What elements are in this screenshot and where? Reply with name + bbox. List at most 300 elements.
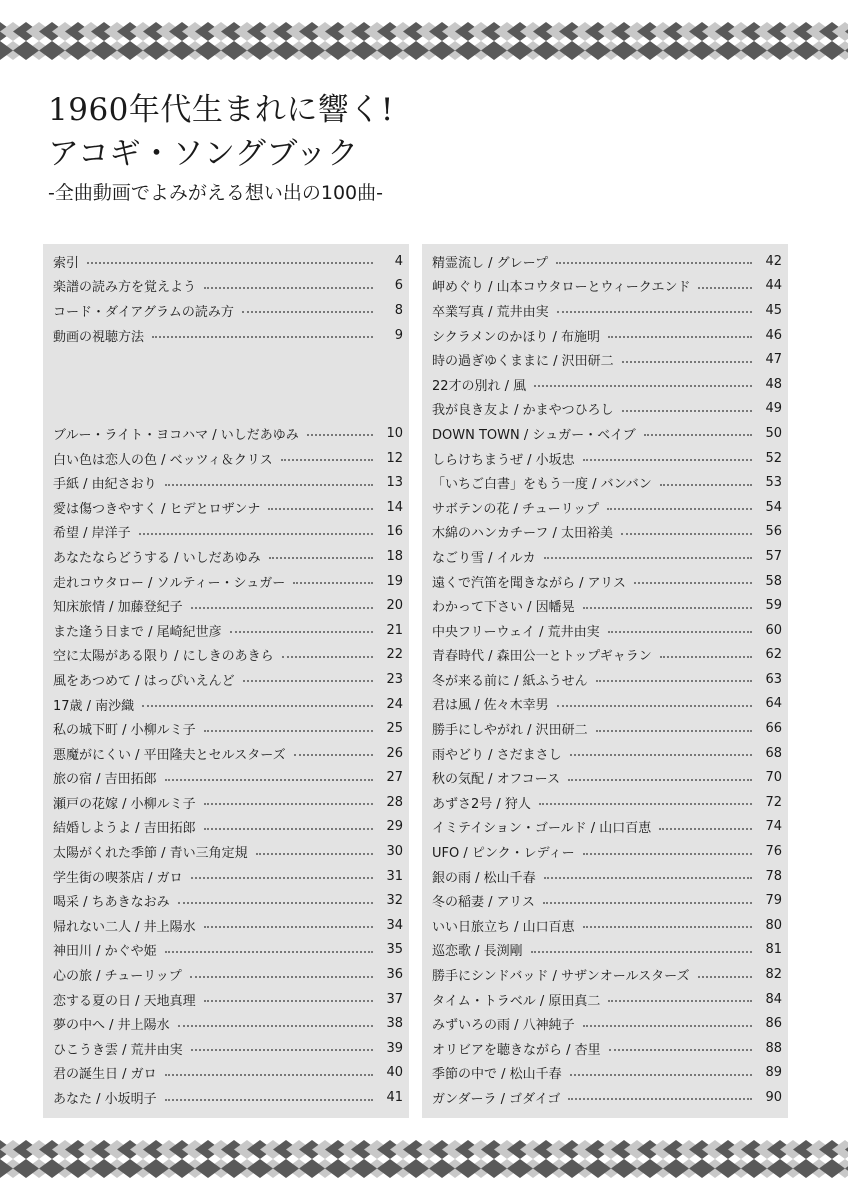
toc-leader-dots <box>698 287 752 289</box>
toc-entry-page: 54 <box>765 499 782 515</box>
toc-entry-page: 6 <box>394 278 403 294</box>
toc-entry-title: 空に太陽がある限り / にしきのあきら <box>53 649 274 665</box>
toc-entry-title: いい日旅立ち / 山口百恵 <box>432 919 575 935</box>
toc-entry-page: 32 <box>386 893 403 909</box>
toc-entry <box>432 1011 782 1036</box>
toc-entry-page: 28 <box>386 794 403 810</box>
toc-entry-page: 70 <box>765 770 782 786</box>
border-diamond-dark <box>195 1159 221 1178</box>
toc-leader-dots <box>204 803 373 805</box>
toc-leader-dots <box>570 754 752 756</box>
toc-leader-dots <box>539 803 752 805</box>
toc-entry-page: 12 <box>386 450 403 466</box>
toc-entry <box>432 839 782 864</box>
toc-entry-title: 夢の中へ / 井上陽水 <box>53 1018 170 1034</box>
toc-entry-page: 90 <box>765 1089 782 1105</box>
toc-entry <box>53 520 403 545</box>
toc-entry-page: 66 <box>765 721 782 737</box>
toc-entry-page: 23 <box>386 671 403 687</box>
toc-leader-dots <box>544 877 752 879</box>
toc-entry <box>432 1036 782 1061</box>
toc-entry-title: 愛は傷つきやすく / ヒデとロザンナ <box>53 501 261 517</box>
toc-entry <box>432 593 782 618</box>
toc-entry-title: 索引 <box>53 255 80 271</box>
toc-leader-dots <box>621 533 752 535</box>
toc-entry-page: 52 <box>765 450 782 466</box>
toc-entry <box>432 913 782 938</box>
toc-entry-page: 25 <box>386 721 403 737</box>
toc-leader-dots <box>622 361 752 363</box>
toc-entry-title: 風をあつめて / はっぴいえんど <box>53 673 235 689</box>
toc-entry <box>432 569 782 594</box>
toc-entry-title: 希望 / 岸洋子 <box>53 526 131 542</box>
border-diamond-dark <box>533 1159 559 1178</box>
toc-entry <box>432 347 782 372</box>
toc-entry <box>53 298 403 323</box>
toc-entry-title: あなた / 小坂明子 <box>53 1092 157 1107</box>
toc-entry-page: 40 <box>386 1065 403 1081</box>
toc-entry <box>53 643 403 668</box>
toc-entry-title: 我が良き友よ / かまやつひろし <box>432 403 614 419</box>
toc-entry <box>53 470 403 495</box>
border-diamond-dark <box>91 1159 117 1178</box>
border-diamond-dark <box>39 1159 65 1178</box>
toc-leader-dots <box>556 262 752 264</box>
toc-entry <box>432 938 782 963</box>
toc-entry-title: みずいろの雨 / 八神純子 <box>432 1018 575 1034</box>
toc-entry <box>432 1061 782 1086</box>
toc-entry-page: 35 <box>386 942 403 958</box>
toc-entry-page: 31 <box>386 868 403 884</box>
toc-entry <box>53 569 403 594</box>
toc-entry-page: 24 <box>386 696 403 712</box>
toc-entry-page: 50 <box>765 425 782 441</box>
toc-leader-dots <box>293 582 373 584</box>
toc-leader-dots <box>660 484 752 486</box>
toc-entry-page: 37 <box>386 991 403 1007</box>
toc-entry-page: 60 <box>765 622 782 638</box>
toc-leader-dots <box>659 828 752 830</box>
toc-entry-title: 青春時代 / 森田公一とトップギャラン <box>432 649 652 665</box>
toc-entry-page: 22 <box>386 647 403 663</box>
toc-leader-dots <box>165 1074 373 1076</box>
toc-entry-title: 走れコウタロー / ソルティー・シュガー <box>53 575 286 591</box>
toc-entry <box>53 274 403 299</box>
toc-entry-page: 88 <box>765 1040 782 1056</box>
toc-entry-title: 旅の宿 / 吉田拓郎 <box>53 772 157 788</box>
book-title-line-2: アコギ・ソングブック <box>48 136 359 172</box>
toc-entry-title: 勝手にしやがれ / 沢田研二 <box>432 723 588 739</box>
toc-entry-title: 学生街の喫茶店 / ガロ <box>53 870 183 886</box>
border-diamond-dark <box>533 41 559 60</box>
toc-entry <box>432 397 782 422</box>
toc-entry <box>432 962 782 987</box>
toc-entry-page: 78 <box>765 868 782 884</box>
toc-entry <box>432 249 782 274</box>
toc-entry-page: 36 <box>386 967 403 983</box>
toc-entry <box>432 716 782 741</box>
toc-entry-title: 帰れない二人 / 井上陽水 <box>53 919 196 935</box>
toc-entry <box>53 987 403 1012</box>
border-diamond-dark <box>715 41 741 60</box>
border-diamond-dark <box>39 41 65 60</box>
toc-entry <box>53 938 403 963</box>
toc-leader-dots <box>178 1025 373 1027</box>
toc-entry-page: 8 <box>394 302 403 318</box>
toc-leader-dots <box>583 459 752 461</box>
toc-leader-dots <box>583 1025 752 1027</box>
toc-leader-dots <box>608 1000 752 1002</box>
border-diamond-dark <box>715 1159 741 1178</box>
toc-entry-page: 13 <box>386 475 403 491</box>
toc-entry <box>53 1085 403 1110</box>
toc-entry-title: 冬の稲妻 / アリス <box>432 895 535 911</box>
border-diamond-dark <box>169 1159 195 1178</box>
toc-entry-page: 81 <box>765 942 782 958</box>
toc-leader-dots <box>165 951 373 953</box>
toc-leader-dots <box>698 976 753 978</box>
toc-leader-dots <box>596 730 752 732</box>
toc-entry-title: 遠くで汽笛を聞きながら / アリス <box>432 575 626 591</box>
toc-entry-page: 19 <box>386 573 403 589</box>
border-diamond-dark <box>819 1159 845 1178</box>
toc-entry <box>432 864 782 889</box>
toc-entry-page: 29 <box>386 819 403 835</box>
toc-leader-dots <box>544 557 752 559</box>
toc-entry <box>432 790 782 815</box>
toc-entry-page: 56 <box>765 524 782 540</box>
toc-leader-dots <box>204 926 373 928</box>
toc-entry-title: 手紙 / 由紀さおり <box>53 477 157 493</box>
toc-entry-page: 9 <box>394 327 403 343</box>
toc-leader-dots <box>242 311 373 313</box>
border-diamond-dark <box>767 1159 793 1178</box>
border-diamond-dark <box>65 1159 91 1178</box>
toc-entry-title: 巡恋歌 / 長渕剛 <box>432 944 523 960</box>
toc-leader-dots <box>294 754 373 756</box>
toc-entry <box>432 815 782 840</box>
toc-entry-page: 74 <box>765 819 782 835</box>
toc-leader-dots <box>583 926 752 928</box>
toc-entry <box>432 470 782 495</box>
toc-leader-dots <box>282 656 373 658</box>
toc-leader-dots <box>165 1099 373 1101</box>
toc-column-right <box>422 244 788 1118</box>
toc-entry-page: 72 <box>765 794 782 810</box>
toc-leader-dots <box>204 1000 373 1002</box>
toc-entry <box>53 790 403 815</box>
toc-entry-title: サボテンの花 / チューリップ <box>432 501 600 517</box>
border-diamond-dark <box>663 1159 689 1178</box>
toc-leader-dots <box>609 1049 752 1051</box>
toc-leader-dots <box>607 508 752 510</box>
toc-entry <box>53 839 403 864</box>
toc-entry-title: あなたならどうする / いしだあゆみ <box>53 550 261 566</box>
toc-spacer <box>53 347 403 421</box>
toc-entry-title: 勝手にシンドバッド / サザンオールスターズ <box>432 969 690 985</box>
toc-entry-title: 木綿のハンカチーフ / 太田裕美 <box>432 526 613 542</box>
border-diamond-dark <box>559 41 585 60</box>
toc-entry-page: 53 <box>765 475 782 491</box>
border-diamond-dark <box>637 1159 663 1178</box>
toc-entry-title: 時の過ぎゆくままに / 沢田研二 <box>432 354 614 370</box>
toc-leader-dots <box>178 902 373 904</box>
border-diamond-dark <box>663 41 689 60</box>
toc-entry-page: 26 <box>386 745 403 761</box>
toc-entry <box>53 249 403 274</box>
toc-entry <box>432 765 782 790</box>
toc-leader-dots <box>191 607 373 609</box>
toc-column-left <box>43 244 409 1118</box>
toc-entry-title: 結婚しようよ / 吉田拓郎 <box>53 821 196 837</box>
toc-entry-page: 14 <box>386 499 403 515</box>
toc-entry-page: 49 <box>765 401 782 417</box>
toc-entry <box>53 815 403 840</box>
toc-leader-dots <box>570 1074 752 1076</box>
toc-entry-title: シクラメンのかほり / 布施明 <box>432 329 600 345</box>
toc-entry-page: 34 <box>386 917 403 933</box>
toc-entry-title: オリビアを聴きながら / 杏里 <box>432 1042 601 1058</box>
toc-entry-title: また逢う日まで / 尾崎紀世彦 <box>53 624 222 640</box>
border-diamond-dark <box>143 1159 169 1178</box>
toc-entry <box>53 716 403 741</box>
toc-entry-title: 銀の雨 / 松山千春 <box>432 870 536 886</box>
toc-entry <box>53 765 403 790</box>
toc-entry-page: 27 <box>386 770 403 786</box>
border-diamond-dark <box>65 41 91 60</box>
toc-entry <box>432 520 782 545</box>
book-subtitle: -全曲動画でよみがえる想い出の100曲- <box>48 182 383 204</box>
toc-entry <box>53 323 403 348</box>
toc-leader-dots <box>557 705 752 707</box>
toc-entry-title: しらけちまうぜ / 小坂忠 <box>432 452 575 468</box>
toc-entry-title: ひこうき雲 / 荒井由実 <box>53 1042 183 1058</box>
toc-leader-dots <box>644 434 752 436</box>
toc-leader-dots <box>191 877 373 879</box>
toc-leader-dots <box>531 951 752 953</box>
toc-leader-dots <box>557 311 752 313</box>
border-diamond-dark <box>13 1159 39 1178</box>
toc-leader-dots <box>608 631 752 633</box>
top-diamond-border <box>0 22 848 60</box>
toc-entry <box>432 372 782 397</box>
toc-entry-page: 45 <box>765 302 782 318</box>
toc-entry-title: なごり雪 / イルカ <box>432 550 536 566</box>
toc-leader-dots <box>204 828 373 830</box>
toc-entry-title: 悪魔がにくい / 平田隆夫とセルスターズ <box>53 747 286 763</box>
border-diamond-dark <box>429 1159 455 1178</box>
border-diamond-dark <box>351 1159 377 1178</box>
border-diamond-dark <box>689 41 715 60</box>
toc-entry-title: 動画の視聴方法 <box>53 329 145 345</box>
toc-leader-dots <box>534 385 752 387</box>
toc-entry-title: 私の城下町 / 小柳ルミ子 <box>53 723 196 739</box>
book-title-line-1: 1960年代生まれに響く! <box>48 92 394 128</box>
toc-entry <box>53 864 403 889</box>
border-diamond-dark <box>403 1159 429 1178</box>
toc-entry-page: 30 <box>386 844 403 860</box>
toc-leader-dots <box>142 705 373 707</box>
border-diamond-dark <box>611 1159 637 1178</box>
toc-entry-title: イミテイション・ゴールド / 山口百恵 <box>432 821 652 837</box>
border-diamond-dark <box>741 41 767 60</box>
toc-leader-dots <box>307 434 373 436</box>
toc-entry <box>53 1011 403 1036</box>
toc-entry-page: 89 <box>765 1065 782 1081</box>
toc-entry <box>53 618 403 643</box>
toc-entry-page: 84 <box>765 991 782 1007</box>
toc-entry-title: 喝采 / ちあきなおみ <box>53 895 170 911</box>
toc-entry <box>432 618 782 643</box>
toc-entry-title: あずさ2号 / 狩人 <box>432 796 531 812</box>
border-diamond-dark <box>377 1159 403 1178</box>
toc-entry-page: 68 <box>765 745 782 761</box>
toc-entry-page: 38 <box>386 1016 403 1032</box>
border-diamond-dark <box>741 1159 767 1178</box>
toc-leader-dots <box>204 730 373 732</box>
toc-entry-title: わかって下さい / 因幡晃 <box>432 600 575 616</box>
border-diamond-dark <box>611 41 637 60</box>
toc-entry-page: 58 <box>765 573 782 589</box>
border-diamond-dark <box>793 1159 819 1178</box>
toc-entry <box>432 323 782 348</box>
toc-entry-title: ガンダーラ / ゴダイゴ <box>432 1091 561 1107</box>
toc-entry-page: 4 <box>394 253 403 269</box>
toc-entry-title: タイム・トラベル / 原田真二 <box>432 993 601 1009</box>
toc-entry-page: 39 <box>386 1040 403 1056</box>
border-diamond-dark <box>689 1159 715 1178</box>
border-diamond-dark <box>637 41 663 60</box>
toc-entry <box>53 962 403 987</box>
toc-entry-title: DOWN TOWN / シュガー・ベイブ <box>432 427 636 443</box>
toc-leader-dots <box>660 656 752 658</box>
border-diamond-dark <box>767 41 793 60</box>
toc-entry-page: 79 <box>765 893 782 909</box>
toc-leader-dots <box>204 287 373 289</box>
toc-entry-page: 82 <box>765 967 782 983</box>
toc-entry-title: 君は風 / 佐々木幸男 <box>432 698 549 714</box>
toc-leader-dots <box>583 607 752 609</box>
toc-entry-page: 48 <box>765 376 782 392</box>
toc-entry <box>432 741 782 766</box>
border-diamond-dark <box>585 1159 611 1178</box>
toc-entry-page: 41 <box>386 1090 403 1105</box>
toc-entry <box>432 1085 782 1110</box>
toc-entry-page: 20 <box>386 598 403 614</box>
toc-entry-title: 「いちご白書」をもう一度 / バンバン <box>432 477 652 493</box>
toc-leader-dots <box>230 631 373 633</box>
toc-entry-title: 神田川 / かぐや姫 <box>53 944 157 960</box>
toc-leader-dots <box>568 1098 752 1100</box>
toc-entry <box>53 667 403 692</box>
toc-entry-page: 42 <box>765 253 782 269</box>
toc-entry <box>432 298 782 323</box>
toc-entry-title: 秋の気配 / オフコース <box>432 772 560 788</box>
toc-leader-dots <box>634 582 752 584</box>
toc-entry <box>432 421 782 446</box>
toc-entry-page: 80 <box>765 917 782 933</box>
toc-entry <box>53 741 403 766</box>
toc-entry-page: 46 <box>765 327 782 343</box>
border-diamond-dark <box>117 1159 143 1178</box>
toc-entry <box>432 643 782 668</box>
border-diamond-dark <box>585 41 611 60</box>
toc-entry-page: 62 <box>765 647 782 663</box>
toc-entry-page: 47 <box>765 352 782 368</box>
toc-entry-title: 心の旅 / チューリップ <box>53 969 182 985</box>
title-block <box>48 88 808 208</box>
toc-entry-page: 44 <box>765 278 782 294</box>
toc-entry-title: 知床旅情 / 加藤登紀子 <box>53 600 183 616</box>
toc-leader-dots <box>139 533 373 535</box>
toc-entry-title: UFO / ピンク・レディー <box>432 846 575 862</box>
border-diamond-dark <box>559 1159 585 1178</box>
toc-entry-title: 雨やどり / さだまさし <box>432 747 562 763</box>
toc-leader-dots <box>165 484 373 486</box>
toc-leader-dots <box>281 459 373 461</box>
toc-entry-title: 季節の中で / 松山千春 <box>432 1067 562 1083</box>
toc-entry-page: 16 <box>386 524 403 540</box>
toc-leader-dots <box>152 336 373 338</box>
toc-leader-dots <box>583 853 752 855</box>
toc-entry-page: 76 <box>765 844 782 860</box>
border-diamond-dark <box>247 1159 273 1178</box>
toc-entry <box>432 446 782 471</box>
toc-leader-dots <box>268 508 373 510</box>
toc-leader-dots <box>568 779 752 781</box>
toc-entry <box>53 421 403 446</box>
toc-entry <box>53 495 403 520</box>
toc-entry-title: 17歳 / 南沙織 <box>53 698 135 714</box>
toc-leader-dots <box>608 336 752 338</box>
toc-entry-page: 10 <box>386 425 403 441</box>
toc-entry-title: 卒業写真 / 荒井由実 <box>432 304 549 320</box>
toc-entry-title: 岬めぐり / 山本コウタローとウィークエンド <box>432 280 691 296</box>
border-diamond-dark <box>13 41 39 60</box>
toc-entry <box>53 692 403 717</box>
toc-entry-page: 18 <box>386 548 403 564</box>
toc-entry <box>432 544 782 569</box>
toc-leader-dots <box>269 557 373 559</box>
border-diamond-dark <box>455 1159 481 1178</box>
toc-entry <box>432 987 782 1012</box>
toc-leader-dots <box>243 680 373 682</box>
toc-entry <box>53 593 403 618</box>
toc-entry-title: 楽譜の読み方を覚えよう <box>53 280 197 296</box>
toc-entry-title: 恋する夏の日 / 天地真理 <box>53 993 196 1009</box>
toc-entry <box>53 913 403 938</box>
border-diamond-dark <box>221 1159 247 1178</box>
toc-entry <box>432 274 782 299</box>
toc-entry-page: 21 <box>386 622 403 638</box>
toc-entry <box>53 544 403 569</box>
toc-entry-title: 冬が来る前に / 紙ふうせん <box>432 673 588 689</box>
toc-entry-title: 瀬戸の花嫁 / 小柳ルミ子 <box>53 796 196 812</box>
toc-entry <box>432 692 782 717</box>
toc-entry-page: 86 <box>765 1016 782 1032</box>
toc-leader-dots <box>622 410 752 412</box>
border-diamond-dark <box>793 41 819 60</box>
toc-leader-dots <box>190 976 373 978</box>
bottom-diamond-border <box>0 1140 848 1178</box>
toc-entry-page: 63 <box>765 671 782 687</box>
border-diamond-dark <box>819 41 845 60</box>
border-diamond-dark <box>299 1159 325 1178</box>
toc-leader-dots <box>596 680 752 682</box>
toc-entry <box>432 888 782 913</box>
toc-entry-page: 64 <box>765 696 782 712</box>
toc-entry <box>432 667 782 692</box>
